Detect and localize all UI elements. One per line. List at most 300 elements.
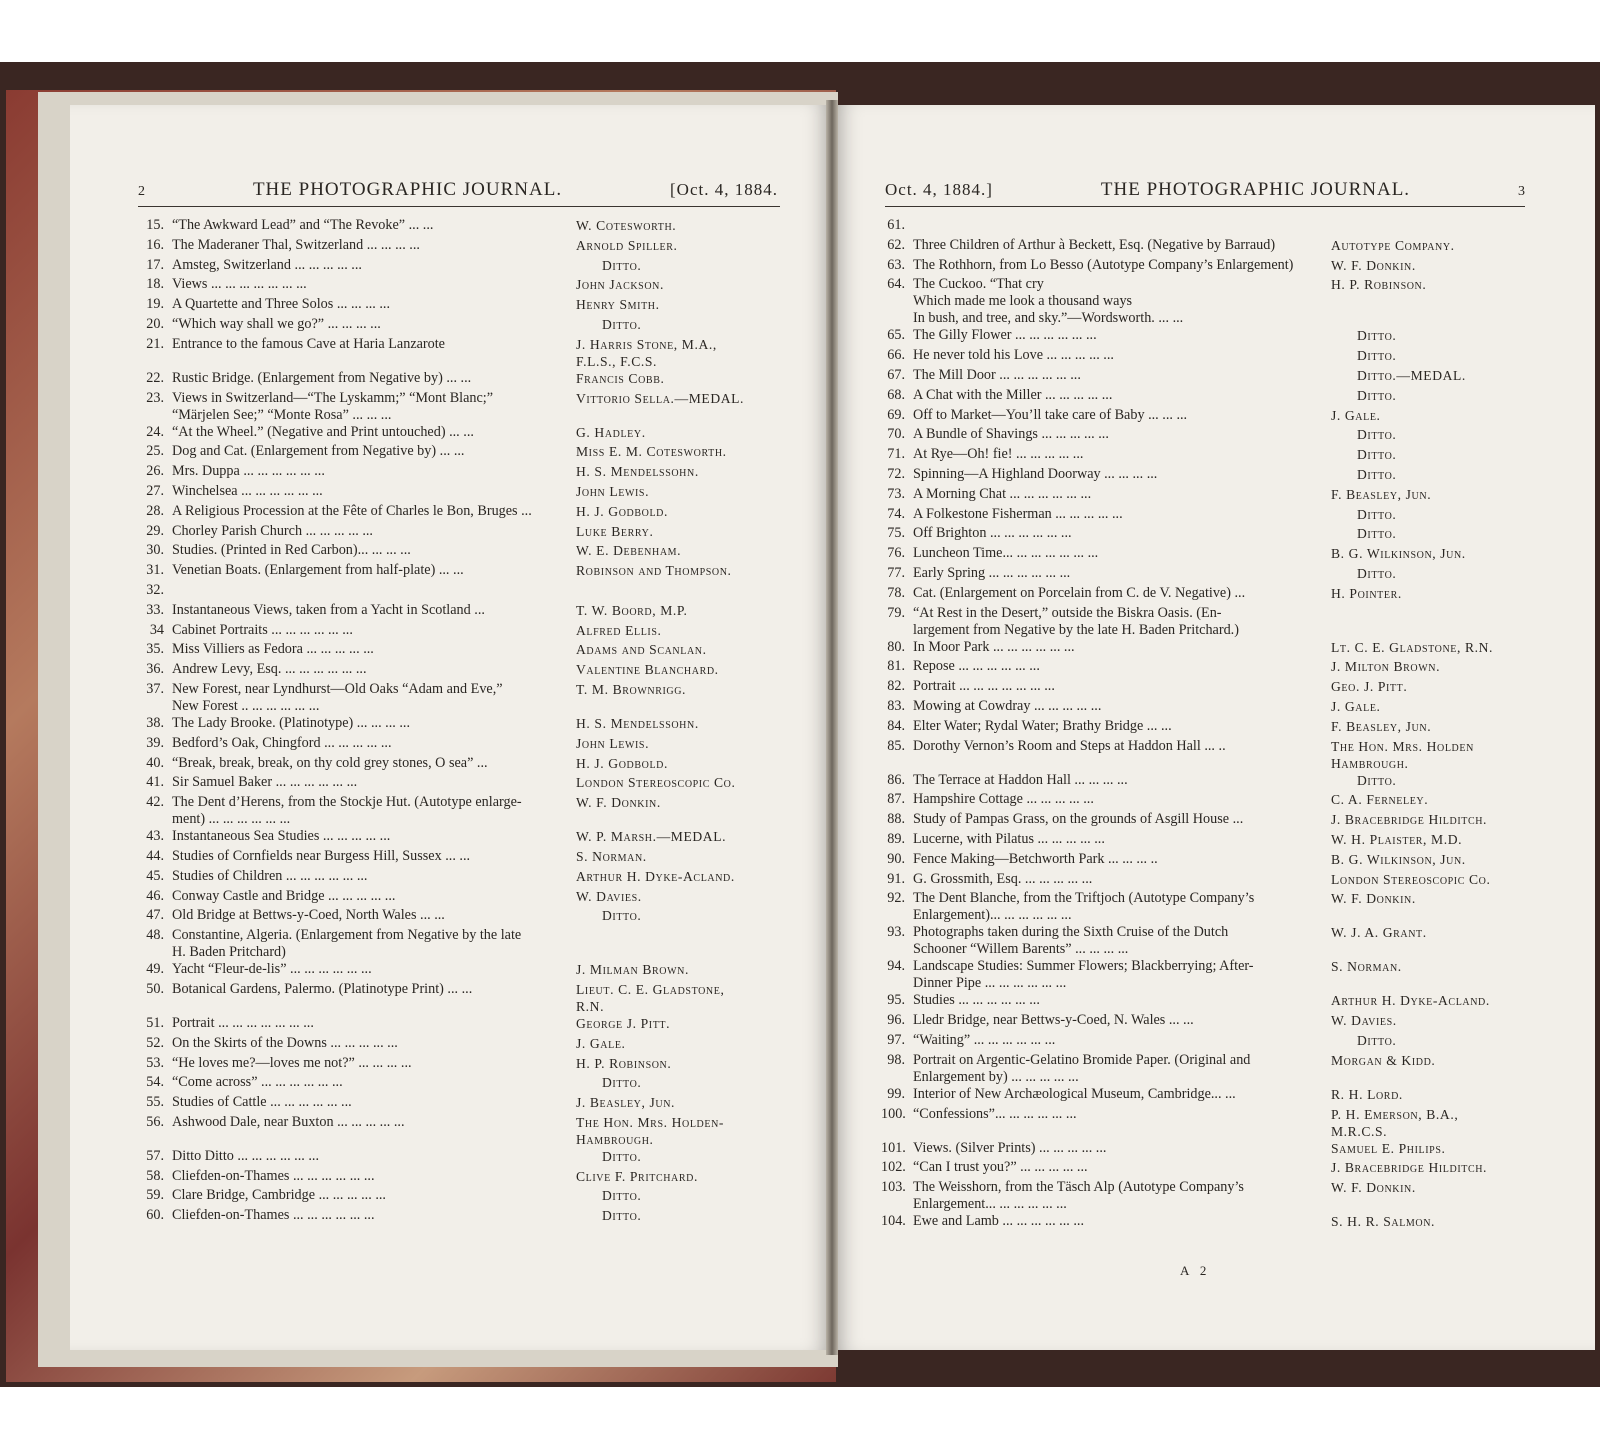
entry-number: 30. bbox=[146, 542, 164, 559]
catalogue-entry bbox=[136, 390, 786, 424]
catalogue-entry bbox=[881, 958, 1531, 992]
catalogue-entry bbox=[881, 738, 1531, 772]
entry-number: 73. bbox=[887, 485, 905, 502]
entry-exhibitor: Autotype Company. bbox=[1331, 237, 1455, 253]
entry-number: 20. bbox=[146, 315, 164, 332]
entry-number: 87. bbox=[887, 791, 905, 808]
entry-number: 60. bbox=[146, 1207, 164, 1224]
entry-number: 21. bbox=[146, 335, 164, 352]
entry-number: 104. bbox=[881, 1213, 906, 1230]
catalogue-entry bbox=[881, 772, 1531, 792]
entry-title: “The Awkward Lead” and “The Revoke” ... ... bbox=[172, 217, 434, 233]
entry-exhibitor: H. P. Robinson. bbox=[576, 1055, 672, 1071]
entry-number: 88. bbox=[887, 811, 905, 828]
catalogue-entry bbox=[136, 424, 786, 444]
entry-title: “At the Wheel.” (Negative and Print untouched) ... ... bbox=[172, 423, 474, 440]
entry-exhibitor: J. Bracebridge Hilditch. bbox=[1331, 1160, 1488, 1176]
entry-number: 75. bbox=[887, 525, 905, 542]
catalogue-entry bbox=[881, 1052, 1531, 1086]
right-running-head bbox=[885, 179, 1525, 203]
catalogue-entry bbox=[881, 811, 1531, 831]
entry-exhibitor: W. H. Plaister, M.D. bbox=[1331, 831, 1463, 847]
catalogue-entry bbox=[881, 1106, 1531, 1140]
entry-number: 59. bbox=[146, 1187, 164, 1204]
catalogue-entry bbox=[881, 639, 1531, 659]
entry-title: The Terrace at Haddon Hall ... ... ... ... bbox=[913, 771, 1128, 788]
catalogue-entry bbox=[136, 1035, 786, 1055]
catalogue-entry bbox=[136, 276, 786, 296]
entry-number: 45. bbox=[146, 867, 164, 884]
entry-title: Spinning—A Highland Doorway ... ... ... ... bbox=[913, 465, 1158, 482]
catalogue-entry bbox=[136, 1114, 786, 1148]
entry-title: The Rothhorn, from Lo Besso (Autotype Company’s Enlargement) bbox=[913, 256, 1294, 273]
entry-exhibitor: Arthur H. Dyke-Acland. bbox=[1331, 993, 1490, 1009]
entry-exhibitor: Alfred Ellis. bbox=[576, 622, 662, 638]
entry-number: 40. bbox=[146, 754, 164, 771]
entry-number: 42. bbox=[146, 794, 164, 811]
catalogue-entry bbox=[881, 387, 1531, 407]
entry-title: Studies of Children ... ... ... ... ... ... bbox=[172, 867, 368, 884]
entry-exhibitor: H. J. Godbold. bbox=[576, 755, 668, 771]
entry-number: 79. bbox=[887, 604, 905, 621]
entry-number: 52. bbox=[146, 1034, 164, 1051]
entry-number: 68. bbox=[887, 386, 905, 403]
entry-exhibitor: London Stereoscopic Co. bbox=[576, 775, 736, 791]
entry-number: 44. bbox=[146, 847, 164, 864]
entry-number: 15. bbox=[146, 217, 164, 233]
entry-exhibitor: Lieut. C. E. Gladstone, R.N. bbox=[576, 981, 725, 1014]
entry-exhibitor: R. H. Lord. bbox=[1331, 1086, 1403, 1102]
entry-title: A Religious Procession at the Fête of Charles le Bon, Bruges ... bbox=[172, 502, 532, 519]
catalogue-entry bbox=[881, 871, 1531, 891]
entry-exhibitor: B. G. Wilkinson, Jun. bbox=[1331, 851, 1466, 867]
entry-exhibitor: John Jackson. bbox=[576, 277, 664, 293]
entry-exhibitor: Ditto. bbox=[602, 257, 642, 273]
catalogue-entry bbox=[136, 961, 786, 981]
entry-title: “At Rest in the Desert,” outside the Biskra Oasis. (En- largement from Negative by the late H. Baden Pritchard.) bbox=[913, 604, 1239, 638]
catalogue-entry bbox=[136, 257, 786, 277]
entry-number: 65. bbox=[887, 327, 905, 344]
entry-title: Mowing at Cowdray ... ... ... ... ... bbox=[913, 697, 1102, 714]
catalogue-entry bbox=[136, 715, 786, 735]
catalogue-entry bbox=[136, 1168, 786, 1188]
right-page-number: 3 bbox=[1517, 184, 1525, 199]
entry-title: Cliefden-on-Thames ... ... ... ... ... ... bbox=[172, 1207, 375, 1224]
entry-title: Three Children of Arthur à Beckett, Esq. (Negative by Barraud) bbox=[913, 236, 1276, 253]
entry-number: 72. bbox=[887, 465, 905, 482]
catalogue-entry bbox=[136, 1187, 786, 1207]
entry-number: 90. bbox=[887, 850, 905, 867]
entry-exhibitor: T. W. Boord, M.P. bbox=[576, 602, 688, 618]
left-running-head bbox=[138, 179, 778, 203]
entry-title: Lucerne, with Pilatus ... ... ... ... ... bbox=[913, 830, 1105, 847]
entry-number: 37. bbox=[146, 680, 164, 697]
entry-title: Venetian Boats. (Enlargement from half-plate) ... ... bbox=[172, 562, 464, 579]
entry-exhibitor: Samuel E. Philips. bbox=[1331, 1140, 1446, 1156]
entry-exhibitor: Ditto.—MEDAL. bbox=[1357, 367, 1466, 383]
entry-title: Fence Making—Betchworth Park ... ... ... .. bbox=[913, 850, 1158, 867]
catalogue-entry bbox=[136, 774, 786, 794]
entry-exhibitor: Geo. J. Pitt. bbox=[1331, 679, 1408, 695]
entry-number: 26. bbox=[146, 463, 164, 480]
entry-number: 43. bbox=[146, 828, 164, 845]
entry-exhibitor: F. Beasley, Jun. bbox=[1331, 486, 1432, 502]
catalogue-entry bbox=[136, 828, 786, 848]
entry-exhibitor: W. F. Donkin. bbox=[1331, 1180, 1416, 1196]
entry-title: Clare Bridge, Cambridge ... ... ... ... ... bbox=[172, 1187, 386, 1204]
entry-number: 82. bbox=[887, 678, 905, 695]
entry-exhibitor: H. P. Robinson. bbox=[1331, 277, 1427, 293]
entry-exhibitor: Ditto. bbox=[1357, 466, 1397, 482]
entry-exhibitor: Arnold Spiller. bbox=[576, 237, 678, 253]
entry-number: 99. bbox=[887, 1085, 905, 1102]
catalogue-entry bbox=[136, 562, 786, 582]
catalogue-entry bbox=[136, 1015, 786, 1035]
entry-number: 62. bbox=[887, 236, 905, 253]
entry-title: Conway Castle and Bridge ... ... ... ... ... bbox=[172, 887, 396, 904]
entry-title: Portrait ... ... ... ... ... ... ... bbox=[913, 678, 1055, 695]
catalogue-entry bbox=[881, 407, 1531, 427]
entry-title: Off Brighton ... ... ... ... ... ... bbox=[913, 525, 1072, 542]
entry-title: He never told his Love ... ... ... ... ... bbox=[913, 347, 1114, 364]
entry-exhibitor: Ditto. bbox=[1357, 328, 1397, 344]
entry-title: Off to Market—You’ll take care of Baby ... ... ... bbox=[913, 406, 1188, 423]
entry-exhibitor: John Lewis. bbox=[576, 483, 650, 499]
right-page bbox=[835, 105, 1595, 1350]
entry-exhibitor: W. Davies. bbox=[1331, 1013, 1397, 1029]
entry-title: In Moor Park ... ... ... ... ... ... bbox=[913, 638, 1075, 655]
entry-exhibitor: J. Harris Stone, M.A., F.L.S., F.C.S. bbox=[576, 336, 717, 369]
entry-number: 55. bbox=[146, 1094, 164, 1111]
catalogue-entry bbox=[881, 525, 1531, 545]
catalogue-entry bbox=[881, 446, 1531, 466]
entry-exhibitor: Ditto. bbox=[602, 1188, 642, 1204]
catalogue-entry bbox=[136, 296, 786, 316]
entry-number: 91. bbox=[887, 870, 905, 887]
entry-title: Constantine, Algeria. (Enlargement from Negative by the late H. Baden Pritchard) bbox=[172, 927, 522, 961]
entry-title: Winchelsea ... ... ... ... ... ... bbox=[172, 482, 323, 499]
entry-title: Studies of Cornfields near Burgess Hill, Sussex ... ... bbox=[172, 847, 471, 864]
catalogue-entry bbox=[881, 678, 1531, 698]
entry-exhibitor bbox=[576, 927, 786, 961]
entry-number: 83. bbox=[887, 697, 905, 714]
entry-title: “Confessions”... ... ... ... ... ... bbox=[913, 1105, 1077, 1122]
catalogue-entry bbox=[136, 463, 786, 483]
entry-title: The Mill Door ... ... ... ... ... ... bbox=[913, 366, 1081, 383]
catalogue-entry bbox=[136, 755, 786, 775]
entry-exhibitor: Morgan & Kidd. bbox=[1331, 1052, 1436, 1068]
entry-exhibitor: Lt. C. E. Gladstone, R.N. bbox=[1331, 639, 1494, 655]
catalogue-entry bbox=[881, 1179, 1531, 1213]
entry-exhibitor: Ditto. bbox=[602, 1075, 642, 1091]
entry-number: 81. bbox=[887, 658, 905, 675]
catalogue-entry bbox=[136, 582, 786, 602]
catalogue-entry bbox=[136, 370, 786, 390]
catalogue-entry bbox=[881, 1159, 1531, 1179]
entry-exhibitor: W. F. Donkin. bbox=[1331, 257, 1416, 273]
entry-exhibitor: Ditto. bbox=[1357, 427, 1397, 443]
right-head-rule bbox=[885, 206, 1525, 207]
catalogue-entry bbox=[881, 237, 1531, 257]
entry-exhibitor: Valentine Blanchard. bbox=[576, 662, 719, 678]
entry-number: 32. bbox=[146, 581, 164, 598]
entry-title: Hampshire Cottage ... ... ... ... ... bbox=[913, 791, 1094, 808]
catalogue-entry bbox=[881, 718, 1531, 738]
entry-number: 33. bbox=[146, 601, 164, 618]
entry-exhibitor: Ditto. bbox=[1357, 526, 1397, 542]
catalogue-entry bbox=[881, 347, 1531, 367]
entry-number: 53. bbox=[146, 1054, 164, 1071]
entry-title: The Cuckoo. “That cry Which made me look a thousand ways In bush, and tree, and sky.”—Wordsworth. ... ... bbox=[913, 276, 1184, 327]
entry-exhibitor: W. F. Donkin. bbox=[576, 795, 661, 811]
entry-number: 56. bbox=[146, 1113, 164, 1130]
entry-number: 48. bbox=[146, 927, 164, 944]
entry-title: Views. (Silver Prints) ... ... ... ... ... bbox=[913, 1139, 1107, 1156]
entry-title: Cat. (Enlargement on Porcelain from C. de V. Negative) ... bbox=[913, 584, 1246, 601]
entry-exhibitor: W. P. Marsh.—MEDAL. bbox=[576, 829, 727, 845]
catalogue-entry bbox=[136, 641, 786, 661]
catalogue-entry bbox=[136, 927, 786, 961]
entry-title bbox=[913, 217, 1331, 237]
entry-exhibitor: Vittorio Sella.—MEDAL. bbox=[576, 390, 745, 406]
catalogue-entry bbox=[881, 257, 1531, 277]
left-page bbox=[70, 105, 830, 1350]
catalogue-entry bbox=[136, 1055, 786, 1075]
entry-title: Photographs taken during the Sixth Cruise of the Dutch Schooner “Willem Barents” ... ... ... ... bbox=[913, 924, 1229, 958]
entry-number: 51. bbox=[146, 1014, 164, 1031]
entry-exhibitor: G. Hadley. bbox=[576, 424, 646, 440]
catalogue-entry bbox=[881, 545, 1531, 565]
entry-title: A Quartette and Three Solos ... ... ... ... bbox=[172, 296, 391, 313]
catalogue-entry bbox=[881, 276, 1531, 327]
entry-number: 34 bbox=[149, 621, 164, 638]
entry-title: A Morning Chat ... ... ... ... ... ... bbox=[913, 485, 1092, 502]
catalogue-entry bbox=[881, 1032, 1531, 1052]
entry-exhibitor: W. J. A. Grant. bbox=[1331, 925, 1427, 941]
left-entry-list bbox=[136, 217, 786, 1227]
entry-number: 49. bbox=[146, 961, 164, 978]
entry-exhibitor: The Hon. Mrs. Holden Hambrough. bbox=[1331, 738, 1474, 771]
entry-number: 18. bbox=[146, 276, 164, 293]
entry-number: 31. bbox=[146, 562, 164, 579]
entry-number: 16. bbox=[146, 236, 164, 253]
entry-number: 29. bbox=[146, 522, 164, 539]
entry-exhibitor: W. Davies. bbox=[576, 888, 642, 904]
catalogue-entry bbox=[136, 503, 786, 523]
catalogue-entry bbox=[881, 851, 1531, 871]
entry-exhibitor: C. A. Ferneley. bbox=[1331, 792, 1429, 808]
entry-title: New Forest, near Lyndhurst—Old Oaks “Adam and Eve,” New Forest .. ... ... ... ... ... bbox=[172, 680, 503, 714]
entry-title: Sir Samuel Baker ... ... ... ... ... ... bbox=[172, 774, 358, 791]
entry-number: 97. bbox=[887, 1031, 905, 1048]
entry-exhibitor: Ditto. bbox=[602, 316, 642, 332]
entry-exhibitor: J. Milman Brown. bbox=[576, 962, 689, 978]
entry-title: Instantaneous Views, taken from a Yacht in Scotland ... bbox=[172, 601, 485, 618]
entry-title: Elter Water; Rydal Water; Brathy Bridge ... ... bbox=[913, 717, 1172, 734]
entry-exhibitor: Clive F. Pritchard. bbox=[576, 1168, 698, 1184]
catalogue-entry bbox=[136, 483, 786, 503]
entry-number: 92. bbox=[887, 890, 905, 907]
left-page-number: 2 bbox=[138, 184, 145, 199]
catalogue-entry bbox=[136, 868, 786, 888]
entry-exhibitor bbox=[1331, 217, 1531, 237]
catalogue-entry bbox=[881, 217, 1531, 237]
catalogue-entry bbox=[136, 907, 786, 927]
entry-number: 94. bbox=[887, 958, 905, 975]
entry-title: The Dent d’Herens, from the Stockje Hut. (Autotype enlarge- ment) ... ... ... ... ... ... bbox=[172, 794, 522, 828]
entry-exhibitor: Ditto. bbox=[602, 908, 642, 924]
entry-number: 25. bbox=[146, 443, 164, 460]
entry-exhibitor: S. Norman. bbox=[576, 848, 647, 864]
entry-exhibitor: Ditto. bbox=[602, 1148, 642, 1164]
catalogue-entry bbox=[136, 1148, 786, 1168]
right-date: Oct. 4, 1884.] bbox=[885, 180, 993, 199]
entry-exhibitor: Ditto. bbox=[1357, 348, 1397, 364]
entry-title: The Maderaner Thal, Switzerland ... ... ... ... bbox=[172, 236, 420, 253]
entry-exhibitor bbox=[576, 582, 786, 602]
entry-number: 28. bbox=[146, 502, 164, 519]
entry-exhibitor: London Stereoscopic Co. bbox=[1331, 871, 1491, 887]
entry-number: 69. bbox=[887, 406, 905, 423]
catalogue-entry bbox=[881, 367, 1531, 387]
entry-title: Bedford’s Oak, Chingford ... ... ... ... ... bbox=[172, 734, 392, 751]
entry-title: Landscape Studies: Summer Flowers; Blackberrying; After- Dinner Pipe ... ... ... ... ... ... bbox=[913, 958, 1254, 992]
catalogue-entry bbox=[136, 336, 786, 370]
catalogue-entry bbox=[881, 1012, 1531, 1032]
catalogue-entry bbox=[881, 992, 1531, 1012]
entry-title: Botanical Gardens, Palermo. (Platinotype Print) ... ... bbox=[172, 980, 473, 997]
entry-title: Lledr Bridge, near Bettws-y-Coed, N. Wales ... ... bbox=[913, 1012, 1194, 1029]
catalogue-entry bbox=[881, 565, 1531, 585]
entry-title: Studies of Cattle ... ... ... ... ... ... bbox=[172, 1094, 352, 1111]
entry-title bbox=[172, 582, 576, 602]
entry-number: 41. bbox=[146, 774, 164, 791]
entry-number: 36. bbox=[146, 661, 164, 678]
entry-title: Portrait ... ... ... ... ... ... ... bbox=[172, 1014, 314, 1031]
entry-number: 101. bbox=[881, 1139, 906, 1156]
entry-number: 46. bbox=[146, 887, 164, 904]
entry-title: On the Skirts of the Downs ... ... ... ... ... bbox=[172, 1034, 398, 1051]
entry-title: Miss Villiers as Fedora ... ... ... ... ... bbox=[172, 641, 374, 658]
entry-title: “He loves me?—loves me not?” ... ... ... ... bbox=[172, 1054, 412, 1071]
entry-title: Ditto Ditto ... ... ... ... ... ... bbox=[172, 1147, 320, 1164]
catalogue-entry bbox=[136, 602, 786, 622]
entry-exhibitor: W. E. Debenham. bbox=[576, 543, 682, 559]
catalogue-entry bbox=[881, 1140, 1531, 1160]
entry-exhibitor: Robinson and Thompson. bbox=[576, 563, 732, 579]
entry-title: At Rye—Oh! fie! ... ... ... ... ... bbox=[913, 446, 1084, 463]
entry-title: A Chat with the Miller ... ... ... ... ... bbox=[913, 386, 1113, 403]
entry-number: 38. bbox=[146, 714, 164, 731]
entry-number: 70. bbox=[887, 426, 905, 443]
entry-number: 47. bbox=[146, 907, 164, 924]
entry-title: Dog and Cat. (Enlargement from Negative by) ... ... bbox=[172, 443, 465, 460]
entry-title: Interior of New Archæological Museum, Cambridge... ... bbox=[913, 1085, 1236, 1102]
entry-exhibitor: Ditto. bbox=[1357, 506, 1397, 522]
entry-title: The Lady Brooke. (Platinotype) ... ... ... ... bbox=[172, 714, 410, 731]
catalogue-entry bbox=[881, 327, 1531, 347]
entry-number: 84. bbox=[887, 717, 905, 734]
entry-number: 80. bbox=[887, 638, 905, 655]
entry-title: Views in Switzerland—“The Lyskamm;” “Mont Blanc;” “Märjelen See;” “Monte Rosa” ... ... ... bbox=[172, 389, 494, 423]
entry-number: 64. bbox=[887, 276, 905, 293]
catalogue-entry bbox=[881, 791, 1531, 811]
right-entry-list bbox=[881, 217, 1531, 1233]
catalogue-entry bbox=[881, 506, 1531, 526]
catalogue-entry bbox=[136, 681, 786, 715]
catalogue-entry bbox=[881, 605, 1531, 639]
catalogue-entry bbox=[136, 443, 786, 463]
catalogue-entry bbox=[136, 622, 786, 642]
entry-title: Studies. (Printed in Red Carbon)... ... ... ... bbox=[172, 542, 411, 559]
catalogue-entry bbox=[881, 1213, 1531, 1233]
entry-number: 102. bbox=[881, 1159, 906, 1176]
entry-title: Portrait on Argentic-Gelatino Bromide Paper. (Original and Enlargement by) ... ... ... ... ... bbox=[913, 1051, 1251, 1085]
catalogue-entry bbox=[881, 426, 1531, 446]
entry-title: G. Grossmith, Esq. ... ... ... ... ... bbox=[913, 870, 1093, 887]
entry-number: 54. bbox=[146, 1074, 164, 1091]
entry-title: Views ... ... ... ... ... ... ... bbox=[172, 276, 307, 293]
entry-title: Andrew Levy, Esq. ... ... ... ... ... ... bbox=[172, 661, 367, 678]
entry-exhibitor: S. Norman. bbox=[1331, 959, 1402, 975]
entry-exhibitor: J. Milton Brown. bbox=[1331, 659, 1441, 675]
entry-number: 96. bbox=[887, 1012, 905, 1029]
entry-title: The Gilly Flower ... ... ... ... ... ... bbox=[913, 327, 1097, 344]
catalogue-entry bbox=[136, 735, 786, 755]
entry-title: “Which way shall we go?” ... ... ... ... bbox=[172, 315, 381, 332]
entry-number: 19. bbox=[146, 296, 164, 313]
entry-number: 67. bbox=[887, 366, 905, 383]
catalogue-entry bbox=[136, 981, 786, 1015]
catalogue-entry bbox=[136, 542, 786, 562]
entry-number: 71. bbox=[887, 446, 905, 463]
entry-number: 27. bbox=[146, 482, 164, 499]
entry-number: 95. bbox=[887, 992, 905, 1009]
entry-exhibitor: B. G. Wilkinson, Jun. bbox=[1331, 546, 1466, 562]
catalogue-entry bbox=[881, 924, 1531, 958]
entry-number: 100. bbox=[881, 1105, 906, 1122]
signature-mark: A 2 bbox=[1180, 1263, 1211, 1278]
entry-title: Cliefden-on-Thames ... ... ... ... ... ... bbox=[172, 1167, 375, 1184]
entry-exhibitor: Henry Smith. bbox=[576, 297, 660, 313]
entry-exhibitor: H. S. Mendelssohn. bbox=[576, 715, 699, 731]
catalogue-entry bbox=[881, 831, 1531, 851]
entry-number: 85. bbox=[887, 737, 905, 754]
entry-exhibitor: P. H. Emerson, B.A., M.R.C.S. bbox=[1331, 1106, 1459, 1139]
catalogue-entry bbox=[881, 585, 1531, 605]
catalogue-entry bbox=[136, 794, 786, 828]
entry-title: Studies ... ... ... ... ... ... bbox=[913, 992, 1040, 1009]
catalogue-entry bbox=[136, 217, 786, 237]
entry-exhibitor: Ditto. bbox=[1357, 772, 1397, 788]
entry-title: The Dent Blanche, from the Triftjoch (Autotype Company’s Enlargement)... ... ... ... ... ... bbox=[913, 890, 1255, 924]
entry-exhibitor: George J. Pitt. bbox=[576, 1015, 671, 1031]
entry-title: A Folkestone Fisherman ... ... ... ... ... bbox=[913, 505, 1123, 522]
catalogue-entry bbox=[136, 1074, 786, 1094]
right-journal-title: THE PHOTOGRAPHIC JOURNAL. bbox=[1100, 179, 1411, 200]
entry-exhibitor: Ditto. bbox=[1357, 1032, 1397, 1048]
entry-title: Rustic Bridge. (Enlargement from Negative by) ... ... bbox=[172, 369, 472, 386]
catalogue-entry bbox=[136, 888, 786, 908]
entry-title: Entrance to the famous Cave at Haria Lanzarote bbox=[172, 335, 445, 352]
entry-exhibitor: J. Gale. bbox=[576, 1035, 626, 1051]
entry-exhibitor: Ditto. bbox=[1357, 387, 1397, 403]
entry-number: 89. bbox=[887, 830, 905, 847]
entry-number: 76. bbox=[887, 545, 905, 562]
entry-title: Luncheon Time... ... ... ... ... ... ... bbox=[913, 545, 1099, 562]
entry-exhibitor: H. Pointer. bbox=[1331, 585, 1402, 601]
entry-title: “Waiting” ... ... ... ... ... ... bbox=[913, 1031, 1056, 1048]
